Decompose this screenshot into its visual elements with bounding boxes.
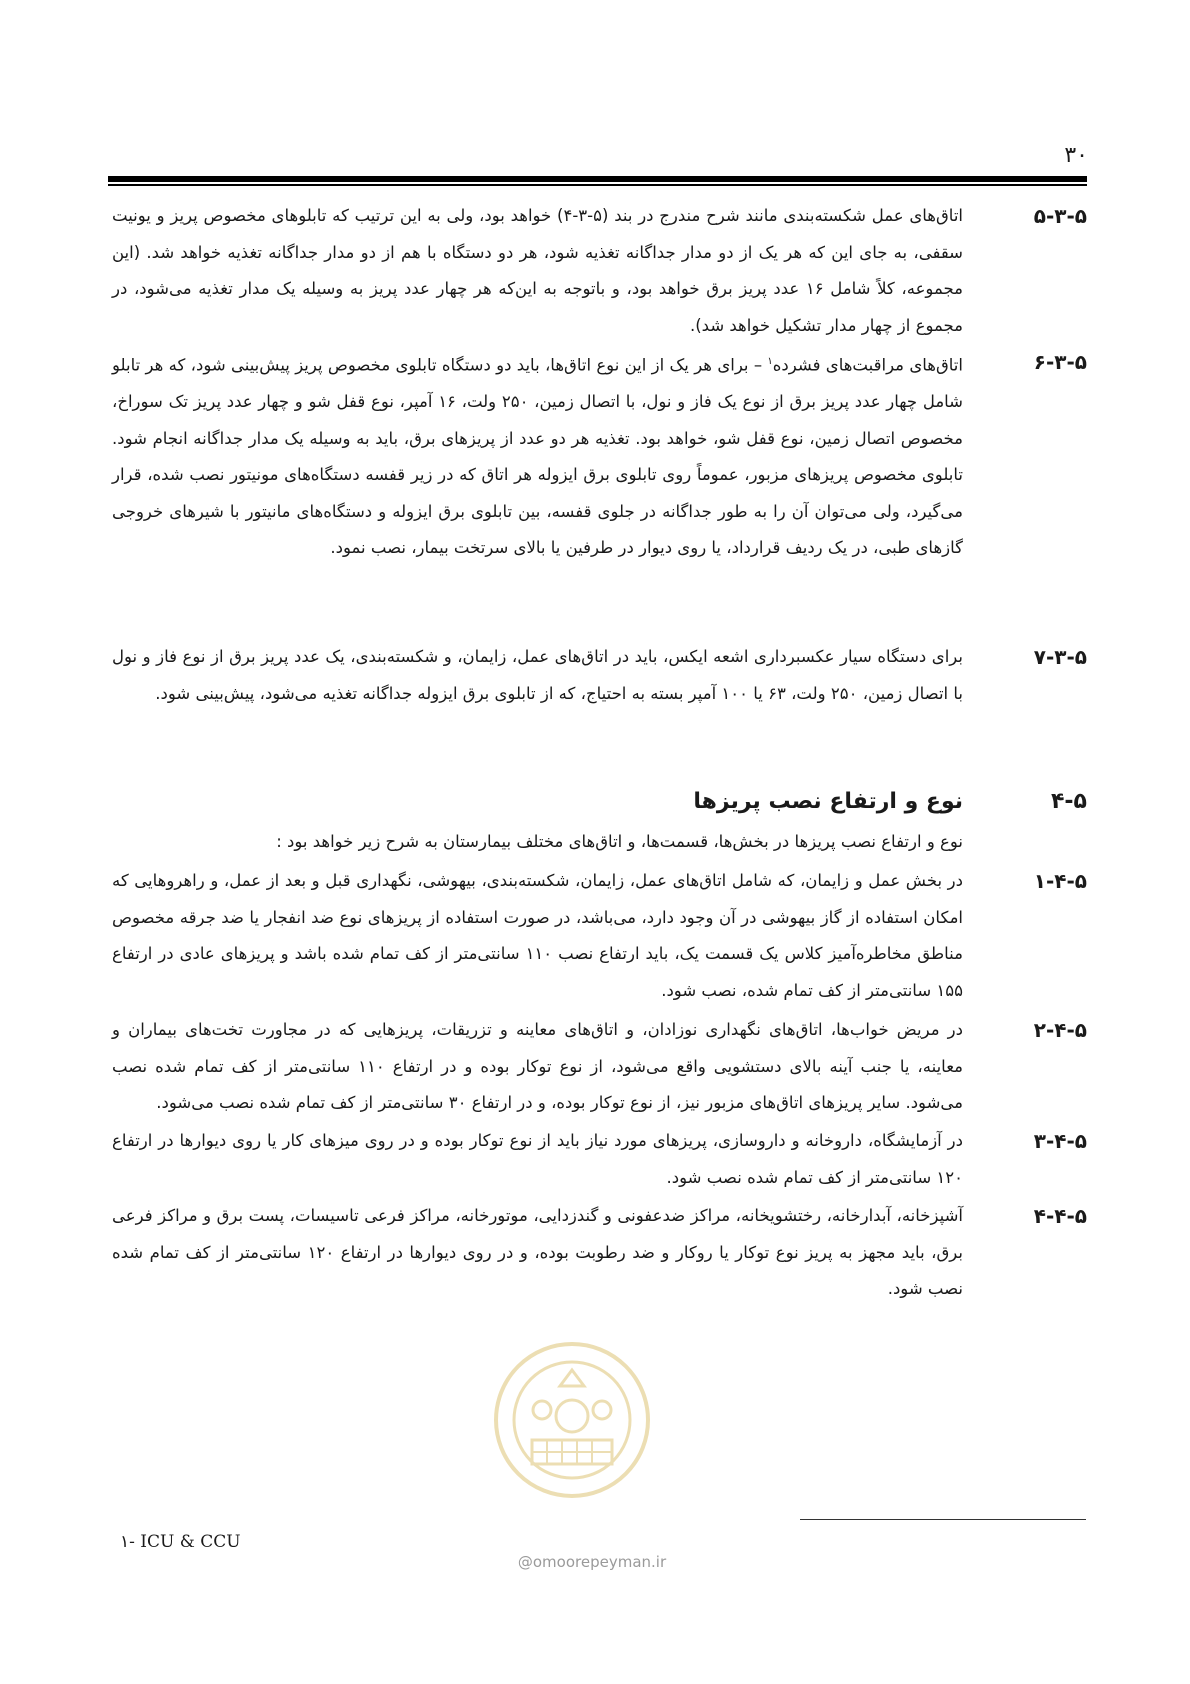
subsection-text: در آزمایشگاه، داروخانه و داروسازی، پریزهای مورد نیاز باید از نوع توکار بوده و در روی میزهای کار یا روی دیوارها در ارتفاع ۱۲۰ سانتی‌متر از کف تمام شده نصب شود. — [112, 1131, 963, 1187]
footnote: ۱- ICU & CCU — [120, 1532, 241, 1552]
subsection-text: در مریض خواب‌ها، اتاق‌های نگهداری نوزادان، و اتاق‌های معاینه و تزریقات، پریزهایی که در مجاورت تخت‌های بیماران و معاینه، یا جنب آینه بالای دستشویی واقع می‌شود، از نوع توکار بوده و در ارتفاع ۱۱۰ سانتی‌متر از کف تمام شده نصب می‌شود. سایر پریزهای اتاق‌های مزبور نیز، از نوع توکار بوده، و در ارتفاع ۳۰ سانتی‌متر از کف تمام شده نصب می‌شود. — [112, 1020, 964, 1113]
header-rule-thick — [108, 176, 1087, 182]
subsection-number: ۴-۴-۵ — [1033, 1204, 1087, 1228]
section-5-3-7 — [112, 639, 1087, 712]
intro-text: نوع و ارتفاع نصب پریزها در بخش‌ها، قسمت‌ها، و اتاق‌های مختلف بیمارستان به شرح زیر خواهد بود : — [276, 832, 963, 851]
section-5-3-6 — [112, 344, 1087, 567]
subsection-number: ۱-۴-۵ — [1033, 869, 1087, 893]
intro-paragraph — [112, 824, 1087, 861]
heading-number: ۴-۵ — [1051, 789, 1087, 814]
watermark-stamp-icon — [492, 1340, 652, 1500]
watermark-text: @omoorepeyman.ir — [517, 1553, 667, 1571]
subsection-number: ۳-۴-۵ — [1033, 1129, 1087, 1153]
page-number: ۳۰ — [1064, 143, 1088, 168]
subsection-5-4-3 — [112, 1123, 1087, 1196]
section-number: ۶-۳-۵ — [1033, 350, 1087, 374]
header-rule-thin — [108, 184, 1087, 186]
heading-title: نوع و ارتفاع نصب پریزها — [693, 789, 963, 814]
section-number: ۵-۳-۵ — [1033, 204, 1087, 228]
section-text — [112, 344, 963, 567]
subsection-text: در بخش عمل و زایمان، که شامل اتاق‌های عمل، زایمان، شکسته‌بندی، بیهوشی، نگهداری قبل و بعد از عمل، و راهروهایی که امکان استفاده از گاز بیهوشی در آن وجود دارد، می‌باشد، در صورت استفاده از پریزهای نوع ضد انفجار یا ضد جرقه مخصوص مناطق مخاطره‌آمیز کلاس یک قسمت یک، باید ارتفاع نصب ۱۱۰ سانتی‌متر از کف تمام شده باشد و پریزهای عادی در ارتفاع ۱۵۵ سانتی‌متر از کف تمام شده، نصب شود. — [112, 871, 963, 1000]
section-heading-5-4 — [112, 782, 1087, 822]
section-text: برای دستگاه سیار عکسبرداری اشعه ایکس، باید در اتاق‌های عمل، زایمان، و شکسته‌بندی، یک عدد پریز برق از نوع فاز و نول با اتصال زمین، ۲۵۰ ولت، ۶۳ یا ۱۰۰ آمپر بسته به احتیاج، که از تابلوی برق ایزوله جداگانه تغذیه می‌شود، پیش‌بینی شود. — [112, 647, 963, 703]
subsection-5-4-4 — [112, 1198, 1087, 1308]
footnote-divider — [800, 1519, 1086, 1520]
section-text: اتاق‌های عمل شکسته‌بندی مانند شرح مندرج در بند (۵-۳-۴) خواهد بود، ولی به این ترتیب که تابلوهای مخصوص پریز و یونیت سقفی، به جای این که هر یک از دو مدار جداگانه تغذیه شود، هر دو دستگاه با هم از دو مدار جداگانه تغذیه خواهد شد. (این مجموعه، کلاً شامل ۱۶ عدد پریز برق خواهد بود، و باتوجه به این‌که هر چهار عدد پریز به وسیله یک مدار تغذیه می‌شود، در مجموع از چهار مدار تشکیل خواهد شد). — [112, 206, 963, 335]
subsection-number: ۲-۴-۵ — [1033, 1018, 1087, 1042]
footnote-reference: ۱ — [767, 356, 773, 367]
subsection-5-4-2 — [112, 1012, 1087, 1122]
section-5-3-5 — [112, 198, 1087, 344]
section-number: ۷-۳-۵ — [1033, 645, 1087, 669]
section-text-rest: – برای هر یک از این نوع اتاق‌ها، باید دو دستگاه تابلوی مخصوص پریز پیش‌بینی شود، که هر تابلو شامل چهار عدد پریز برق از نوع یک فاز و نول، با اتصال زمین، ۲۵۰ ولت، ۱۶ آمپر، نوع قفل شو و چهار عدد پریز تک سوراخ، مخصوص اتصال زمین، نوع قفل شو، خواهد بود. تغذیه هر دو عدد از پریزهای برق، باید به وسیله یک مدار جداگانه انجام شود. تابلوی مخصوص پریزهای مزبور، عموماً روی تابلوی برق ایزوله هر اتاق که در زیر قفسه دستگاه‌های مونیتور نصب شده، قرار می‌گیرد، ولی می‌توان آن را به طور جداگانه در جلوی قفسه، بین تابلوی برق ایزوله و دستگاه‌های مانیتور با شیرهای خروجی گازهای طبی، در یک ردیف قرارداد، یا روی دیوار در طرفین یا بالای سرتخت بیمار، نصب نمود. — [112, 355, 964, 558]
subsection-text: آشپزخانه، آبدارخانه، رختشویخانه، مراکز ضدعفونی و گندزدایی، موتورخانه، مراکز فرعی تاسیسات، پست برق و مراکز فرعی برق، باید مجهز به پریز نوع توکار یا روکار و ضد رطوبت بوده، و در روی دیوارها در ارتفاع ۱۲۰ سانتی‌متر از کف تمام شده نصب شود. — [112, 1206, 963, 1299]
subsection-5-4-1 — [112, 863, 1087, 1009]
section-text-lead: اتاق‌های مراقبت‌های فشرده — [772, 355, 963, 375]
